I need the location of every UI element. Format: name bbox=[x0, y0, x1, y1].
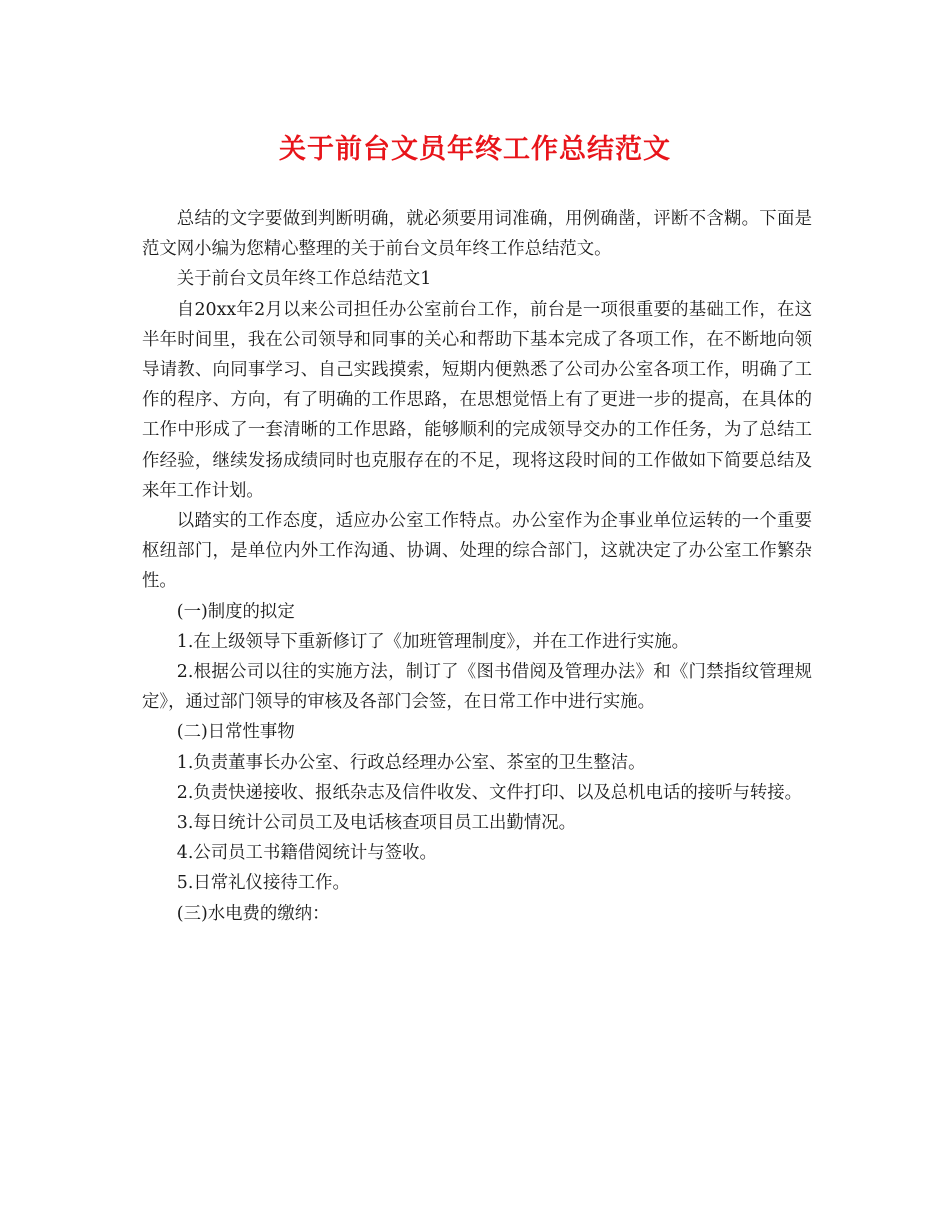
list-item: 1.负责董事长办公室、行政总经理办公室、茶室的卫生整洁。 bbox=[176, 752, 646, 773]
paragraph-attitude: 以踏实的工作态度，适应办公室工作特点。办公室作为企事业单位运转的一个重要枢纽部门，是单位内外工作沟通、协调、处理的综合部门，这就决定了办公室工作繁杂性。 bbox=[142, 511, 812, 592]
paragraph-intro: 总结的文字要做到判断明确，就必须要用词准确，用例确凿，评断不含糊。下面是范文网小编为您精心整理的关于前台文员年终工作总结范文。 bbox=[142, 209, 812, 260]
paragraph-opening: 自20xx年2月以来公司担任办公室前台工作，前台是一项很重要的基础工作，在这半年时间里，我在公司领导和同事的关心和帮助下基本完成了各项工作，在不断地向领导请教、向同事学习、自己实践摸索，短期内便熟悉了公司办公室各项工作，明确了工作的程序、方向，有了明确的工作思路，在思想觉悟上有了更进一步的提高，在具体的工作中形成了一套清晰的工作思路，能够顺利的完成领导交办的工作任务，为了总结工作经验，继续发扬成绩同时也克服存在的不足，现将这段时间的工作做如下简要总结及来年工作计划。 bbox=[142, 299, 812, 501]
section-heading-1: (一)制度的拟定 bbox=[176, 601, 295, 622]
list-item: 5.日常礼仪接待工作。 bbox=[176, 873, 350, 894]
list-item: 4.公司员工书籍借阅统计与签收。 bbox=[176, 843, 437, 864]
list-item: 1.在上级领导下重新修订了《加班管理制度》，并在工作进行实施。 bbox=[176, 631, 690, 652]
list-item: 2.根据公司以往的实施方法，制订了《图书借阅及管理办法》和《门禁指纹管理规定》，通过部门领导的审核及各部门会签，在日常工作中进行实施。 bbox=[142, 662, 812, 713]
paragraph-subtitle: 关于前台文员年终工作总结范文1 bbox=[176, 269, 432, 290]
section-heading-3: (三)水电费的缴纳： bbox=[176, 903, 330, 924]
document-title: 关于前台文员年终工作总结范文 bbox=[279, 134, 671, 165]
section-heading-2: (二)日常性事物 bbox=[176, 722, 295, 743]
list-item: 2.负责快递接收、报纸杂志及信件收发、文件打印、以及总机电话的接听与转接。 bbox=[176, 782, 803, 803]
list-item: 3.每日统计公司员工及电话核查项目员工出勤情况。 bbox=[176, 813, 576, 834]
document-body bbox=[142, 204, 812, 929]
